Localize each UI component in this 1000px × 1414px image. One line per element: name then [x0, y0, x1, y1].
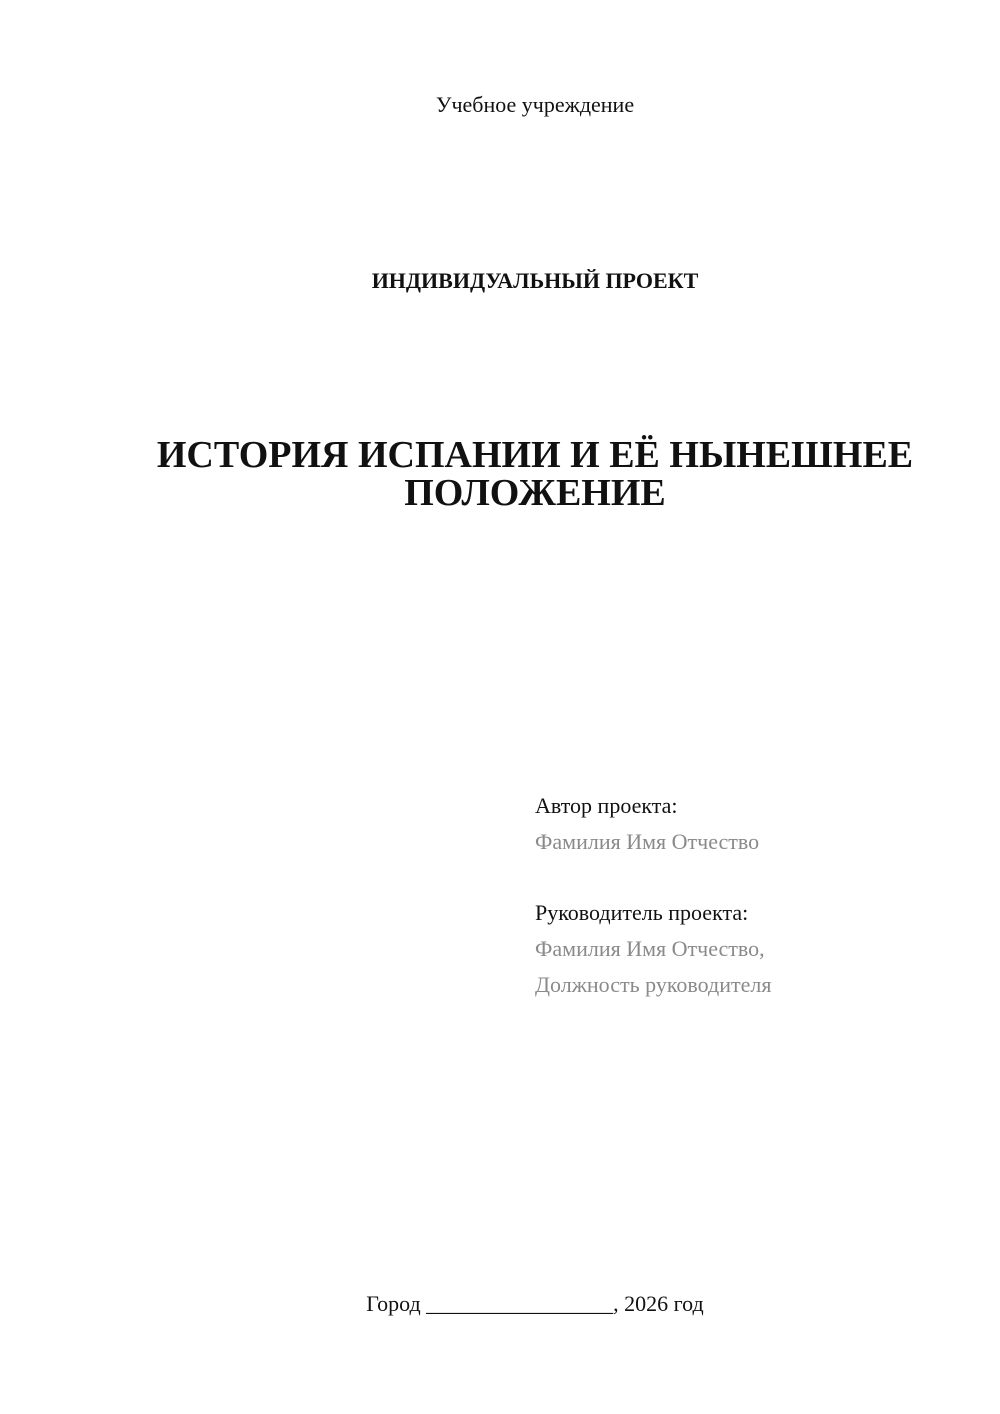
project-type-heading: ИНДИВИДУАЛЬНЫЙ ПРОЕКТ: [371, 268, 699, 293]
supervisor-label: Руководитель проекта:: [535, 900, 749, 925]
author-supervisor-block: [535, 788, 955, 1003]
institution-name: Учебное учреждение: [435, 92, 635, 117]
author-label: Автор проекта:: [535, 793, 678, 818]
supervisor-position-placeholder: Должность руководителя: [535, 972, 772, 997]
project-title-line-1: ИСТОРИЯ ИСПАНИИ И ЕЁ НЫНЕШНЕЕ: [156, 434, 914, 476]
section-spacer: [535, 860, 955, 895]
city-year-line: Город _________________, 2026 год: [366, 1291, 704, 1316]
project-title-line-2: ПОЛОЖЕНИЕ: [404, 472, 666, 514]
author-name-placeholder: Фамилия Имя Отчество: [535, 829, 760, 854]
supervisor-name-placeholder: Фамилия Имя Отчество,: [535, 936, 765, 961]
project-title: [150, 436, 920, 512]
